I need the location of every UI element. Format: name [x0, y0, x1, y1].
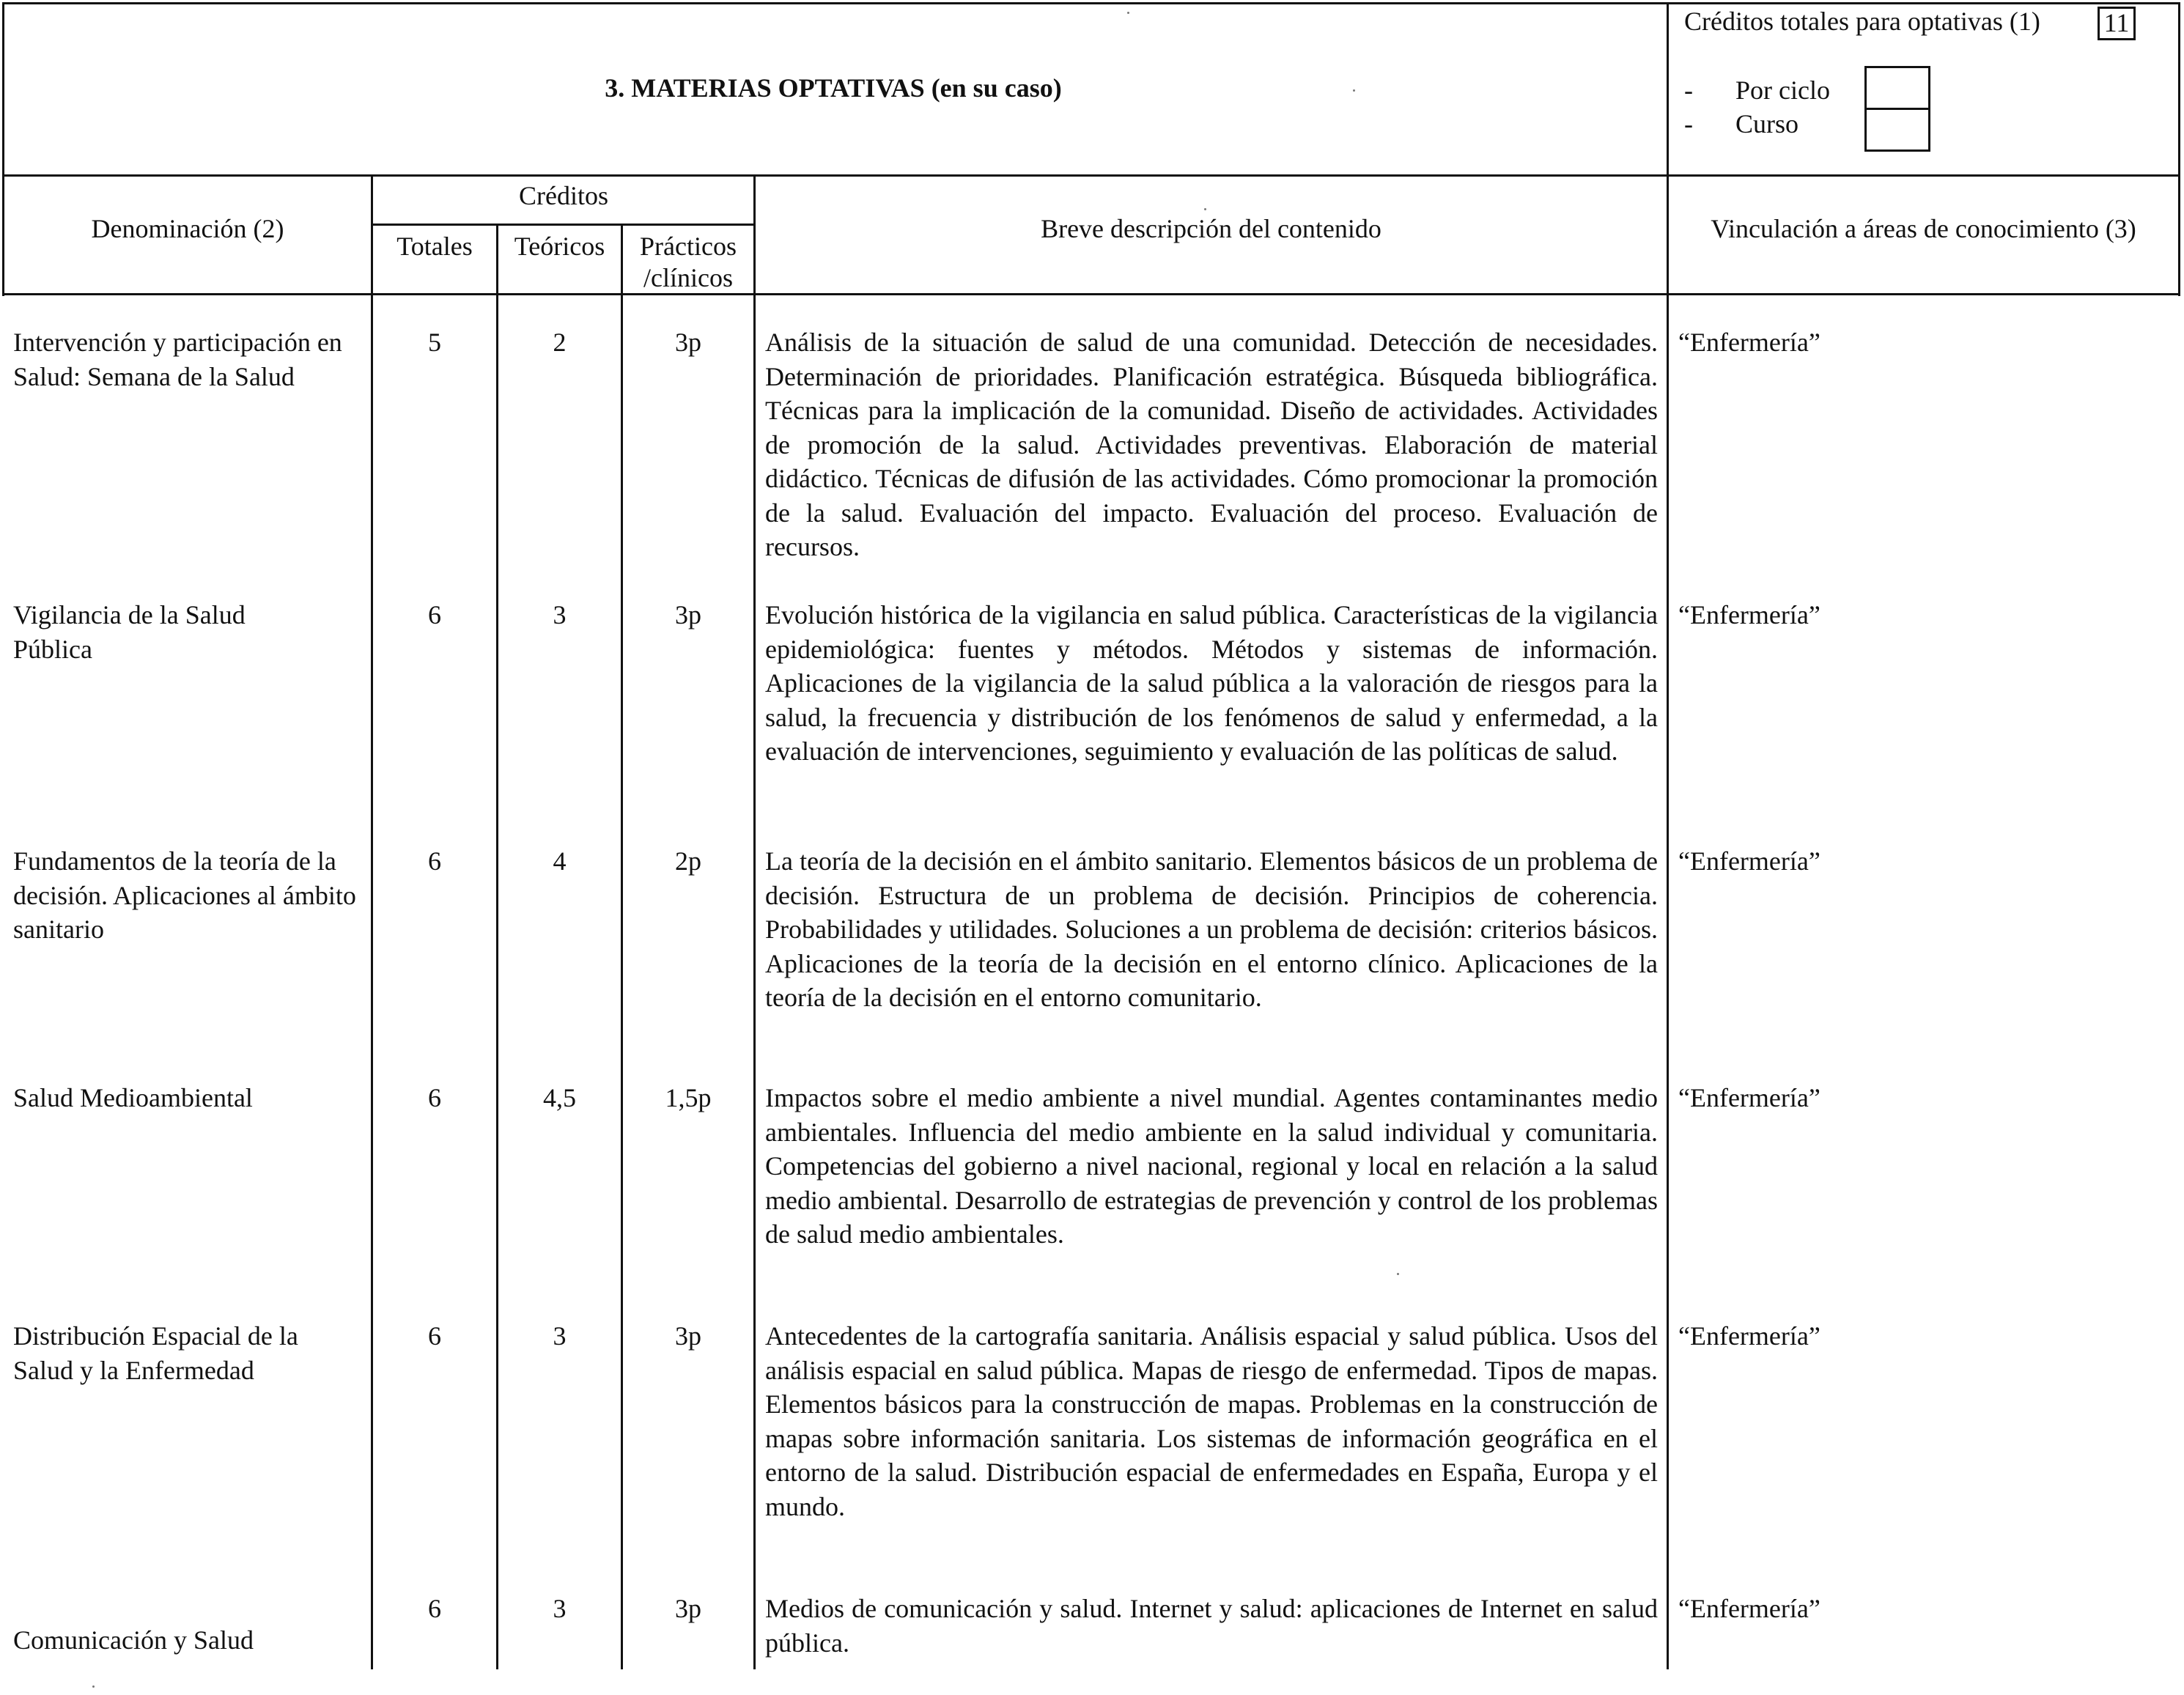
row-3-practicos: 2p: [675, 846, 701, 876]
col-header-totales: Totales: [396, 232, 473, 261]
row-1-practicos: 3p: [675, 328, 701, 357]
row-2-teoricos: 3: [553, 600, 567, 629]
table-border-left: [2, 2, 4, 296]
row-1-totales: 5: [428, 328, 441, 357]
col-sep-practicos: [753, 174, 756, 1669]
scan-speck: [1397, 1273, 1399, 1275]
row-5-name: Distribución Espacial de la Salud y la Enfermedad: [13, 1321, 298, 1385]
row-4-description: Impactos sobre el medio ambiente a nivel mundial. Agentes contaminantes medio ambientales. Influencia del medio ambiente en la salud individual y comunitaria. Competencias del gobierno a nivel nacional, regional y local en relación a la salud medio ambiental. Desarrollo de estrategias de prevención y control de los problemas de salud medio ambientales.: [765, 1083, 1658, 1249]
col-sep-totales: [496, 224, 498, 1669]
row-2-description: Evolución histórica de la vigilancia en salud pública. Características de la vigilancia epidemiológica: fuentes y métodos. Métodos y sistemas de información. Aplicaciones de la vigilancia de la salud pública a la valoración de riesgos para la salud, la frecuencia y distribución de los fenómenos de salud y enfermedad, a la evaluación de intervenciones, seguimiento y evaluación de las políticas de salud.: [765, 600, 1658, 766]
row-5-totales: 6: [428, 1321, 441, 1351]
scan-speck: [1353, 89, 1355, 92]
creditos-totales-label: Créditos totales para optativas (1): [1684, 7, 2040, 36]
col-sep-denominacion: [371, 174, 373, 1669]
row-5-area: “Enfermería”: [1678, 1321, 1820, 1351]
col-header-teoricos: Teóricos: [514, 232, 605, 261]
col-header-practicos-2: /clínicos: [643, 263, 733, 292]
row-4-totales: 6: [428, 1083, 441, 1112]
col-header-creditos: Créditos: [519, 181, 608, 210]
row-2-practicos: 3p: [675, 600, 701, 629]
curso-box: [1864, 108, 1930, 152]
row-1-name: Intervención y participación en Salud: Semana de la Salud: [13, 328, 342, 391]
col-header-descripcion: Breve descripción del contenido: [1041, 214, 1381, 243]
row-2-name: Vigilancia de la Salud Pública: [13, 600, 246, 664]
col-header-vinculacion: Vinculación a áreas de conocimiento (3): [1711, 214, 2136, 243]
row-5-practicos: 3p: [675, 1321, 701, 1351]
row-3-description: La teoría de la decisión en el ámbito sanitario. Elementos básicos de un problema de decisión. Estructura de un problema de decisión. Principios de coherencia. Probabilidades y utilidades. Soluciones a un problema de decisión: criterios básicos. Aplicaciones de la teoría de la decisión en el entorno clínico. Aplicaciones de la teoría de la decisión en el entorno comunitario.: [765, 846, 1658, 1012]
por-ciclo-label: Por ciclo: [1735, 75, 1830, 105]
row-3-teoricos: 4: [553, 846, 567, 876]
row-6-teoricos: 3: [553, 1594, 567, 1623]
row-3-totales: 6: [428, 846, 441, 876]
row-3-area: “Enfermería”: [1678, 846, 1820, 876]
row-6-area: “Enfermería”: [1678, 1594, 1820, 1623]
row-4-practicos: 1,5p: [665, 1083, 712, 1112]
curso-label: Curso: [1735, 109, 1799, 139]
row-6-practicos: 3p: [675, 1594, 701, 1623]
por-ciclo-dash: -: [1684, 75, 1693, 105]
row-2-totales: 6: [428, 600, 441, 629]
row-6-description: Medios de comunicación y salud. Internet y salud: aplicaciones de Internet en salud pública.: [765, 1594, 1658, 1658]
scan-speck: [1127, 12, 1129, 14]
scan-speck: [92, 1685, 95, 1688]
row-4-area: “Enfermería”: [1678, 1083, 1820, 1112]
scan-speck: [1204, 208, 1206, 210]
row-6-totales: 6: [428, 1594, 441, 1623]
row-1-area: “Enfermería”: [1678, 328, 1820, 357]
row-2-area: “Enfermería”: [1678, 600, 1820, 629]
column-header-rule: [2, 293, 2180, 295]
header-divider: [1667, 2, 1669, 1669]
title-rule: [2, 174, 2180, 177]
section-title: 3. MATERIAS OPTATIVAS (en su caso): [605, 73, 1062, 103]
table-border-right: [2178, 2, 2180, 296]
row-4-name: Salud Medioambiental: [13, 1083, 253, 1112]
col-sep-teoricos: [621, 224, 623, 1669]
creditos-subrule: [371, 224, 755, 226]
col-header-denominacion: Denominación (2): [91, 214, 284, 243]
por-ciclo-box: [1864, 66, 1930, 110]
col-header-practicos-1: Prácticos: [640, 232, 737, 261]
row-6-name: Comunicación y Salud: [13, 1625, 254, 1655]
row-1-description: Análisis de la situación de salud de una comunidad. Detección de necesidades. Determinación de prioridades. Planificación estratégica. Búsqueda bibliográfica. Técnicas para la implicación de la comunidad. Diseño de actividades. Actividades de promoción de la salud. Actividades preventivas. Elaboración de material didáctico. Técnicas de difusión de las actividades. Cómo promocionar la promoción de la salud. Evaluación del impacto. Evaluación del proceso. Evaluación de recursos.: [765, 328, 1658, 561]
row-5-description: Antecedentes de la cartografía sanitaria. Análisis espacial y salud pública. Usos del análisis espacial en salud pública. Mapas de riesgo de enfermedad. Tipos de mapas. Elementos básicos para la construcción de mapas. Problemas en la construcción de mapas sobre información sanitaria. Los sistemas de información geográfica en el entorno de la salud. Distribución espacial de enfermedades en España, Europa y el mundo.: [765, 1321, 1658, 1521]
row-5-teoricos: 3: [553, 1321, 567, 1351]
row-4-teoricos: 4,5: [543, 1083, 576, 1112]
row-3-name: Fundamentos de la teoría de la decisión. Aplicaciones al ámbito sanitario: [13, 846, 356, 944]
row-1-teoricos: 2: [553, 328, 567, 357]
creditos-totales-value: 11: [2103, 8, 2130, 37]
curso-dash: -: [1684, 109, 1693, 139]
